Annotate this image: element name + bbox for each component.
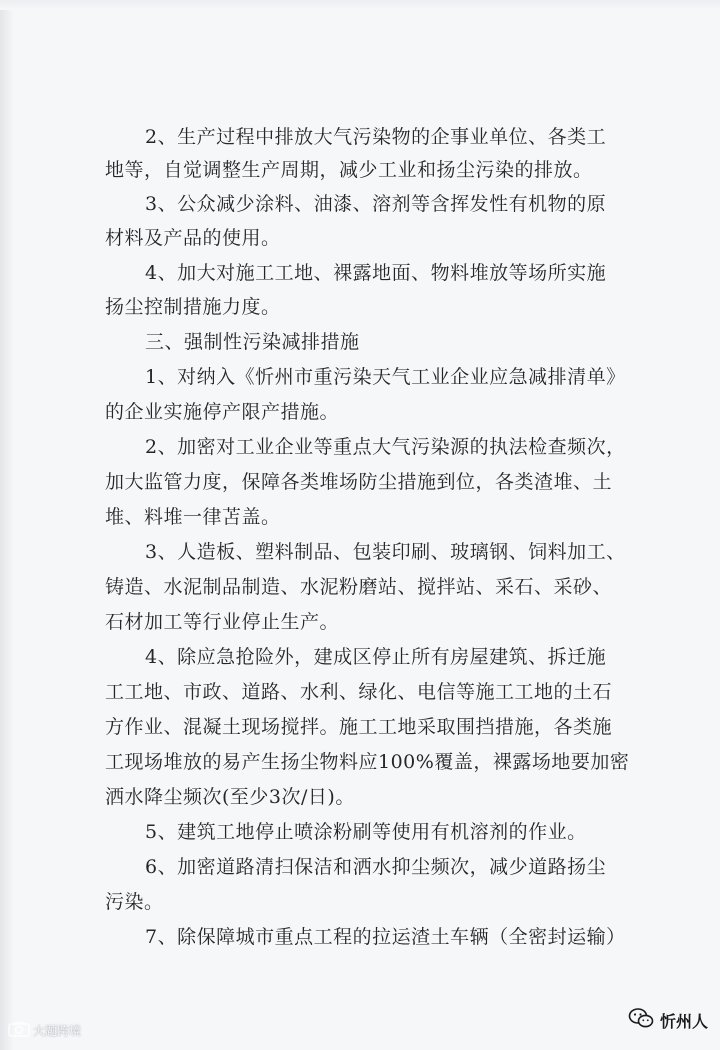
line-21: 5、建筑工地停止喷涂粉刷等使用有机溶剂的作业。 bbox=[145, 821, 587, 843]
line-10: 2、加密对工业企业等重点大气污染源的执法检查频次， bbox=[145, 436, 626, 458]
line-4: 材料及产品的使用。 bbox=[105, 227, 281, 249]
line-16: 4、除应急抢险外，建成区停止所有房屋建筑、拆迁施 bbox=[145, 646, 607, 668]
line-2: 地等，自觉调整生产周期，减少工业和扬尘污染的排放。 bbox=[105, 159, 593, 181]
line-22: 6、加密道路清扫保洁和洒水抑尘频次，减少道路扬尘 bbox=[145, 856, 607, 878]
line-20: 洒水降尘频次(至少3次/日)。 bbox=[105, 786, 355, 808]
line-18: 方作业、混凝土现场搅拌。施工工地采取围挡措施，各类施 bbox=[105, 716, 613, 738]
line-6: 扬尘控制措施力度。 bbox=[105, 296, 281, 318]
watermark-left bbox=[8, 1018, 81, 1042]
line-11: 加大监管力度，保障各类堆场防尘措施到位，各类渣堆、土 bbox=[105, 471, 613, 493]
line-8: 1、对纳入《忻州市重污染天气工业企业应急减排清单》 bbox=[145, 366, 626, 388]
line-23: 污染。 bbox=[105, 891, 164, 913]
line-9: 的企业实施停产限产措施。 bbox=[105, 401, 340, 423]
line-5: 4、加大对施工工地、裸露地面、物料堆放等场所实施 bbox=[145, 262, 607, 284]
line-3: 3、公众减少涂料、油漆、溶剂等含挥发性有机物的原 bbox=[145, 193, 607, 215]
line-17: 工工地、市政、道路、水利、绿化、电信等施工工地的土石 bbox=[105, 681, 613, 703]
line-19: 工现场堆放的易产生扬尘物料应100%覆盖，裸露场地要加密 bbox=[105, 751, 630, 773]
line-13: 3、人造板、塑料制品、包装印刷、玻璃钢、饲料加工、 bbox=[145, 541, 626, 563]
watermark-right-text: 忻州人 bbox=[659, 1011, 708, 1031]
line-14: 铸造、水泥制品制造、水泥粉磨站、搅拌站、采石、采砂、 bbox=[105, 576, 613, 598]
line-1: 2、生产过程中排放大气污染物的企事业单位、各类工 bbox=[145, 126, 607, 148]
wechat-icon bbox=[628, 1007, 654, 1033]
section-heading: 三、强制性污染减排措施 bbox=[145, 331, 360, 353]
camera-icon bbox=[8, 1021, 30, 1040]
line-24: 7、除保障城市重点工程的拉运渣土车辆（全密封运输） bbox=[145, 926, 626, 948]
line-12: 堆、料堆一律苫盖。 bbox=[105, 506, 281, 528]
watermark-right bbox=[628, 1006, 708, 1034]
watermark-left-text: 大题跨境 bbox=[33, 1023, 82, 1038]
line-15: 石材加工等行业停止生产。 bbox=[105, 611, 340, 633]
